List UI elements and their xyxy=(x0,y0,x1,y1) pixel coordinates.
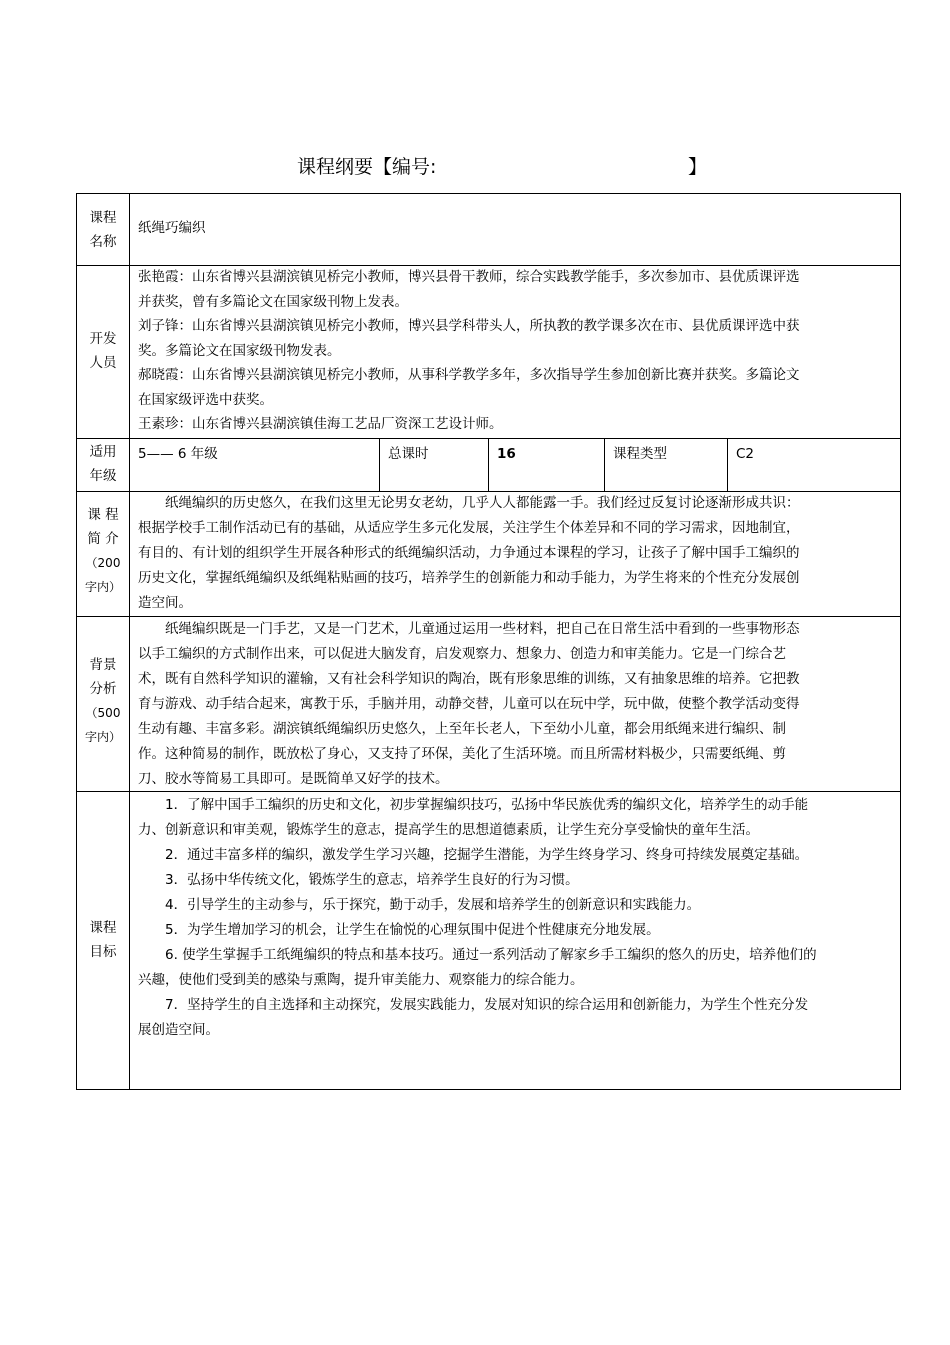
goal-item: 7．坚持学生的自主选择和主动探究，发展实践能力，发展对知识的综合运用和创新能力，为学生个性充分发展创造空间。 xyxy=(138,997,809,1038)
course-name-label xyxy=(77,206,129,254)
total-hours-value xyxy=(489,442,604,467)
label-line: 目标 xyxy=(89,944,117,960)
course-name-text: 纸绳巧编织 xyxy=(138,220,206,236)
label-note: 字内） xyxy=(84,730,121,744)
label-line: 人员 xyxy=(89,355,117,371)
background-label xyxy=(77,653,129,749)
label-line: 课程 xyxy=(89,920,117,936)
label-line: 课程 xyxy=(89,210,117,226)
grade-label xyxy=(77,440,129,488)
course-type-label-text: 课程类型 xyxy=(613,446,667,462)
background-paragraph: 纸绳编织既是一门手艺，又是一门艺术，儿童通过运用一些材料，把自己在日常生活中看到的一些事物形态以手工编织的方式制作出来，可以促进大脑发育，启发观察力、想象力、创造力和审美能力。它是一门综合艺术，既有自然科学知识的灌输，又有社会科学知识的陶冶，既有形象思维的训练，又有抽象思维的培养。它把教育与游戏、动手结合起来，寓教于乐，手脑并用，动静交替，儿童可以在玩中学，玩中做，使整个教学活动变得生动有趣、丰富多彩。湖滨镇纸绳编织历史悠久，上至年长老人，下至幼小儿童，都会用纸绳来进行编织、制作。这种简易的制作，既放松了身心，又支持了环保，美化了生活环境。而且所需材料极少，只需要纸绳、剪刀、胶水等简易工具即可。是既简单又好学的技术。 xyxy=(138,621,800,787)
goal-item: 3．弘扬中华传统文化，锻炼学生的意志，培养学生良好的行为习惯。 xyxy=(165,872,579,888)
developer-entry: 王素珍：山东省博兴县湖滨镇佳海工艺品厂资深工艺设计师。 xyxy=(138,416,503,432)
goal-item: 2．通过丰富多样的编织，激发学生学习兴趣，挖掘学生潜能，为学生终身学习、终身可持续发展奠定基础。 xyxy=(165,847,809,863)
label-line: 简 介 xyxy=(87,531,119,547)
intro-paragraph: 纸绳编织的历史悠久，在我们这里无论男女老幼，几乎人人都能露一手。我们经过反复讨论逐渐形成共识：根据学校手工制作活动已有的基础，从适应学生多元化发展，关注学生个体差异和不同的学习需求，因地制宜，有目的、有计划的组织学生开展各种形式的纸绳编织活动，力争通过本课程的学习，让孩子了解中国手工编织的历史文化，掌握纸绳编织及纸绳粘贴画的技巧，培养学生的创新能力和动手能力，为学生将来的个性充分发展创造空间。 xyxy=(138,495,800,611)
label-line: 分析 xyxy=(89,681,117,697)
goal-item: 4．引导学生的主动参与，乐于探究，勤于动手，发展和培养学生的创新意识和实践能力。 xyxy=(165,897,701,913)
goal-item: 6. 使学生掌握手工纸绳编织的特点和基本技巧。通过一系列活动了解家乡手工编织的悠久的历史，培养他们的兴趣，使他们受到美的感染与熏陶，提升审美能力、观察能力的综合能力。 xyxy=(138,947,817,988)
course-type-value xyxy=(728,442,900,467)
label-note: 字内） xyxy=(84,580,121,594)
developer-entry: 郝晓霞：山东省博兴县湖滨镇见桥完小教师，从事科学教学多年，多次指导学生参加创新比赛并获奖。多篇论文在国家级评选中获奖。 xyxy=(138,367,800,408)
intro-label xyxy=(77,503,129,599)
table-border-right xyxy=(900,193,901,1090)
developer-entry: 刘子锋：山东省博兴县湖滨镇见桥完小教师，博兴县学科带头人，所执教的教学课多次在市、县优质课评选中获奖。多篇论文在国家级刊物发表。 xyxy=(138,318,800,359)
table-border-top xyxy=(76,193,901,194)
label-line: 开发 xyxy=(89,331,117,347)
total-hours-text: 16 xyxy=(497,446,516,462)
label-line: 背景 xyxy=(89,657,117,673)
grade-text: 5—— 6 年级 xyxy=(138,446,218,462)
total-hours-label-text: 总课时 xyxy=(388,446,429,462)
developers-label xyxy=(77,327,129,375)
table-border-bottom xyxy=(76,1089,901,1090)
goal-item: 5．为学生增加学习的机会，让学生在愉悦的心理氛围中促进个性健康充分地发展。 xyxy=(165,922,660,938)
developer-entry: 张艳霞：山东省博兴县湖滨镇见桥完小教师，博兴县骨干教师，综合实践教学能手，多次参加市、县优质课评选并获奖，曾有多篇论文在国家级刊物上发表。 xyxy=(138,269,800,310)
label-line: 年级 xyxy=(89,468,117,484)
goal-item: 1．了解中国手工编织的历史和文化，初步掌握编织技巧，弘扬中华民族优秀的编织文化，培养学生的动手能力、创新意识和审美观，锻炼学生的意志，提高学生的思想道德素质，让学生充分享受愉快的童年生活。 xyxy=(138,797,809,838)
course-type-text: C2 xyxy=(736,446,755,462)
label-line: 课 程 xyxy=(87,507,119,523)
goals-list xyxy=(130,793,828,1043)
developers-list xyxy=(130,265,815,437)
background-text xyxy=(130,617,820,792)
label-line: 名称 xyxy=(89,234,117,250)
course-name-value xyxy=(130,216,900,241)
grade-value xyxy=(130,442,378,467)
title-main: 课程纲要【编号: xyxy=(297,156,437,178)
course-type-label xyxy=(605,442,727,467)
title-close: 】 xyxy=(688,156,708,178)
goals-label xyxy=(77,916,129,964)
label-note: （500 xyxy=(85,706,121,720)
label-line: 适用 xyxy=(89,444,117,460)
total-hours-label xyxy=(380,442,488,467)
intro-text xyxy=(130,491,820,616)
label-note: （200 xyxy=(85,556,121,570)
